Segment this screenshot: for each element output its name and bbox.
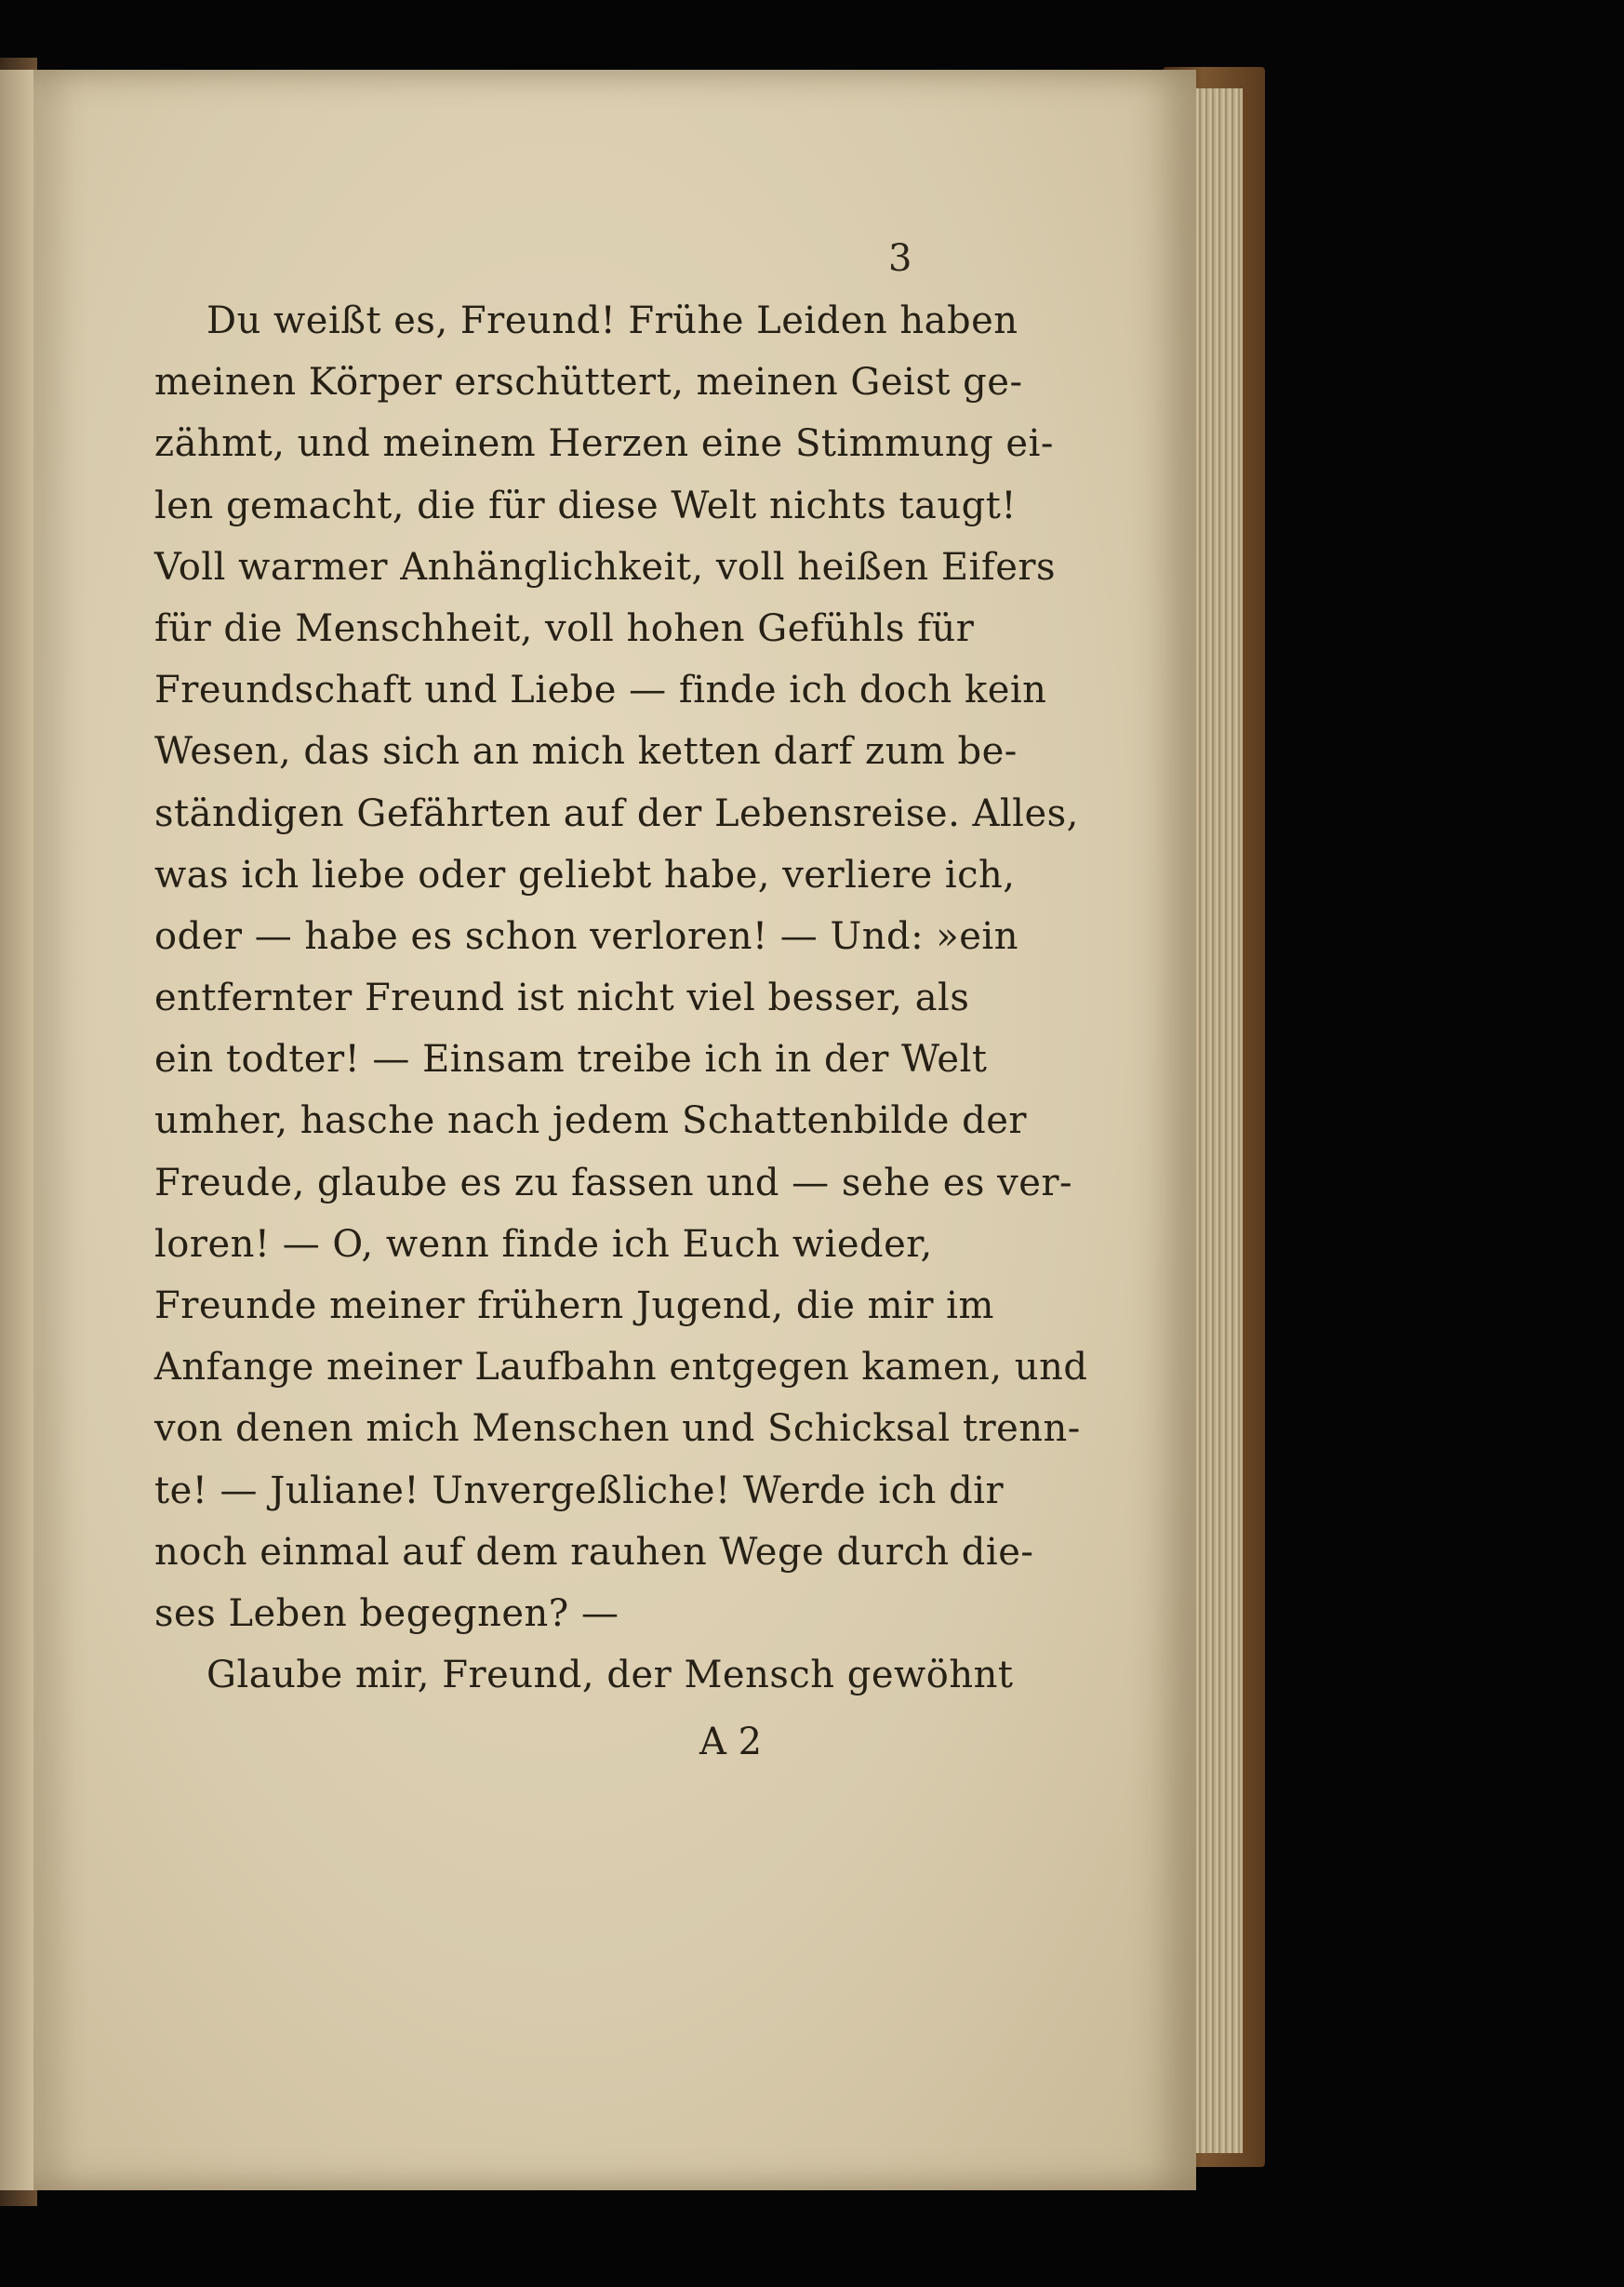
text-line: ein todter! — Einsam treibe ich in der Welt [154,1038,988,1082]
text-line: Freundschaft und Liebe — finde ich doch kein [154,669,1047,712]
text-line: Du weißt es, Freund! Frühe Leiden haben [206,299,1018,342]
text-line: Freunde meiner frühern Jugend, die mir im [154,1284,994,1327]
text-line: oder — habe es schon verloren! — Und: »ein [154,914,1018,958]
text-line: von denen mich Menschen und Schicksal trenn- [154,1407,1081,1451]
left-page-edge [0,70,33,2190]
text-line: Voll warmer Anhänglichkeit, voll heißen Eifers [154,545,1057,589]
body-text [154,290,1088,1706]
text-line: entfernter Freund ist nicht viel besser, als [154,977,970,1020]
text-line: zähmt, und meinem Herzen eine Stimmung ei- [154,422,1054,466]
text-line: was ich liebe oder geliebt habe, verliere ich, [154,853,1016,897]
text-line: te! — Juliane! Unvergeßliche! Werde ich dir [154,1469,1005,1512]
text-line: umher, hasche nach jedem Schattenbilde der [154,1099,1028,1143]
signature-mark: A 2 [699,1721,763,1763]
text-line: Freude, glaube es zu fassen und — sehe es ver- [154,1161,1073,1204]
text-line: meinen Körper erschüttert, meinen Geist ge- [154,361,1023,405]
text-line: loren! — O, wenn finde ich Euch wieder, [154,1222,933,1266]
text-line: Wesen, das sich an mich ketten darf zum be- [154,730,1018,774]
text-line: Glaube mir, Freund, der Mensch gewöhnt [206,1654,1014,1697]
page-number: 3 [888,237,912,280]
text-line: len gemacht, die für diese Welt nichts taugt! [154,484,1017,527]
text-line: für die Menschheit, voll hohen Gefühls für [154,606,975,650]
text-line: ständigen Gefährten auf der Lebensreise. Alles, [154,791,1079,835]
text-line: ses Leben begegnen? — [154,1591,619,1635]
text-line: Anfange meiner Laufbahn entgegen kamen, und [154,1346,1088,1389]
text-line: noch einmal auf dem rauhen Wege durch die- [154,1530,1034,1574]
